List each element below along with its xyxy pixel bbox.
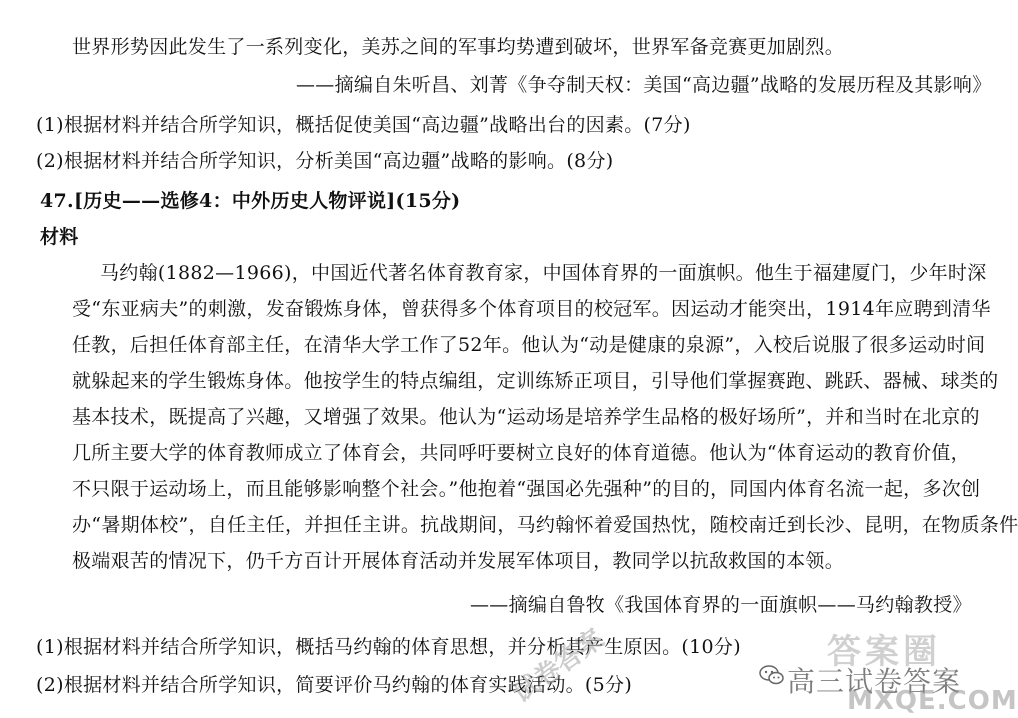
wechat-icon bbox=[759, 664, 785, 686]
question-47-2: (2)根据材料并结合所学知识，简要评价马约翰的体育实践活动。(5分) bbox=[36, 674, 633, 696]
material-paragraph-line-6: 几所主要大学的体育教师成立了体育会，共同呼吁要树立良好的体育道德。他认为“体育运动的教育价值， bbox=[72, 442, 970, 464]
material-paragraph-line-3: 任教，后担任体育部主任，在清华大学工作了52年。他认为“动是健康的泉源”，入校后说服了很多运动时间 bbox=[72, 334, 986, 356]
diagonal-watermark: 试卷答案 bbox=[507, 623, 610, 710]
material-paragraph-line-7: 不只限于运动场上，而且能够影响整个社会。”他抱着“强国必先强种”的目的，同国内体育名流一起，多次创 bbox=[72, 478, 981, 500]
material-paragraph-line-4: 就躲起来的学生锻炼身体。他按学生的特点编组，定训练矫正项目，引导他们掌握赛跑、跳跃、器械、球类的 bbox=[72, 370, 999, 392]
material-paragraph-line-8: 办“暑期体校”，自任主任，并担任主讲。抗战期间，马约翰怀着爱国热忱，随校南迁到长沙、昆明，在物质条件 bbox=[72, 514, 1018, 536]
material-paragraph-line-9: 极端艰苦的情况下，仍千方百计开展体育活动并发展军体项目，教同学以抗敌救国的本领。 bbox=[72, 550, 845, 572]
material-paragraph-line-2: 受“东亚病夫”的刺激，发奋锻炼身体，曾获得多个体育项目的校冠军。因运动才能突出，1914年应聘到清华 bbox=[72, 298, 991, 320]
source-citation-2: ——摘编自鲁牧《我国体育界的一面旗帜——马约翰教授》 bbox=[470, 594, 972, 616]
question-47-1: (1)根据材料并结合所学知识，概括马约翰的体育思想，并分析其产生原因。(10分) bbox=[36, 636, 741, 658]
question-46-1: (1)根据材料并结合所学知识，概括促使美国“高边疆”战略出台的因素。(7分) bbox=[36, 114, 691, 136]
watermark-url: MXQE.COM bbox=[847, 686, 1018, 716]
material-paragraph-line-1: 马约翰(1882—1966)，中国近代著名体育教育家，中国体育界的一面旗帜。他生于福建厦门，少年时深 bbox=[100, 262, 987, 284]
source-citation-1: ——摘编自朱听昌、刘菁《争夺制天权：美国“高边疆”战略的发展历程及其影响》 bbox=[296, 74, 992, 96]
question-46-2: (2)根据材料并结合所学知识，分析美国“高边疆”战略的影响。(8分) bbox=[36, 150, 614, 172]
watermark-account-name: 高三试卷答案 bbox=[787, 665, 962, 698]
watermark-logo bbox=[787, 624, 1018, 716]
question-47-heading: 47.[历史——选修4：中外历史人物评说](15分) bbox=[40, 190, 461, 212]
text-line-1: 世界形势因此发生了一系列变化，美苏之间的军事均势遭到破坏，世界军备竞赛更加剧烈。 bbox=[72, 36, 845, 58]
material-paragraph-line-5: 基本技术，既提高了兴趣，又增强了效果。他认为“运动场是培养学生品格的极好场所”，并和当时在北京的 bbox=[72, 406, 980, 428]
watermark-logo-text: 答案圈 bbox=[827, 632, 941, 672]
material-label: 材料 bbox=[40, 226, 79, 248]
